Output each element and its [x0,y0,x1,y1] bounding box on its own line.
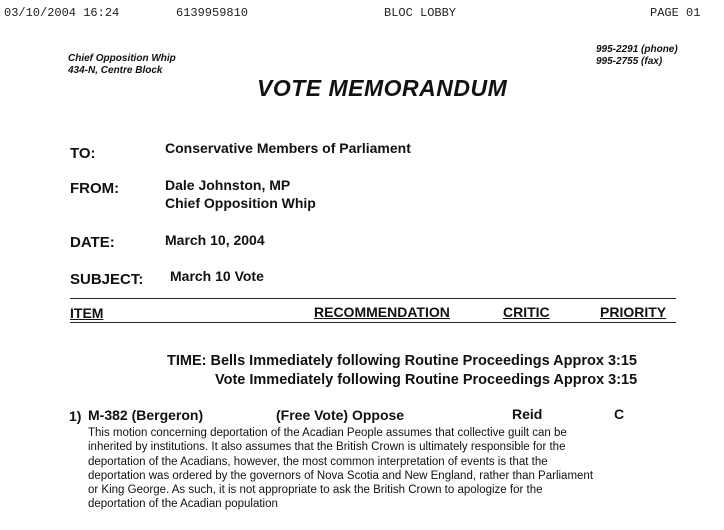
to-value: Conservative Members of Parliament [165,140,411,156]
description-line: deportation of the Acadians, however, the most common interpretation of events is that the [88,455,548,468]
fax-datetime: 03/10/2004 16:24 [4,6,120,20]
description-line: deportation of the Acadian population [88,498,278,511]
letterhead-phone: 995-2291 (phone) [596,44,678,55]
header-priority: PRIORITY [600,304,667,320]
letterhead-address: 434-N, Centre Block [68,65,163,76]
item-motion: M-382 (Bergeron) [88,407,204,423]
letterhead-fax: 995-2755 (fax) [596,56,663,67]
header-bottom-rule [70,322,676,323]
subject-label: SUBJECT: [70,271,144,288]
time-bells: TIME: Bells Immediately following Routine Proceedings Approx 3:15 [167,353,637,369]
from-name: Dale Johnston, MP [165,177,291,193]
item-priority: C [614,406,625,422]
header-recommendation: RECOMMENDATION [314,304,450,320]
date-value: March 10, 2004 [165,232,265,248]
description-line: This motion concerning deportation of the Acadian People assumes that collective guilt can be [88,427,567,439]
date-label: DATE: [70,234,115,251]
header-item: ITEM [70,305,104,321]
fax-page: PAGE 01 [650,6,701,20]
description-line: or King George. As such, it is not appropriate to ask the British Crown to apologize for the [88,484,543,497]
item-critic: Reid [512,406,543,422]
description-line: deportation was ordered by the governors of Nova Scotia and New England, rather than Parliament [88,469,594,482]
header-top-rule [70,298,676,299]
fax-number: 6139959810 [176,6,249,20]
description-line: inherited by institutions. It also assumes that the British Crown is ultimately responsible for the [88,441,566,454]
memo-title: VOTE MEMORANDUM [257,75,508,101]
header-critic: CRITIC [503,304,550,320]
item-recommendation: (Free Vote) Oppose [276,407,405,423]
from-title: Chief Opposition Whip [165,195,316,211]
from-label: FROM: [70,180,120,197]
fax-sender: BLOC LOBBY [384,6,457,20]
letterhead-office: Chief Opposition Whip [68,53,176,64]
item-description [88,426,698,512]
to-label: TO: [70,145,96,162]
item-number: 1) [69,408,82,424]
subject-value: March 10 Vote [170,268,264,284]
time-vote: Vote Immediately following Routine Proceedings Approx 3:15 [215,372,638,388]
